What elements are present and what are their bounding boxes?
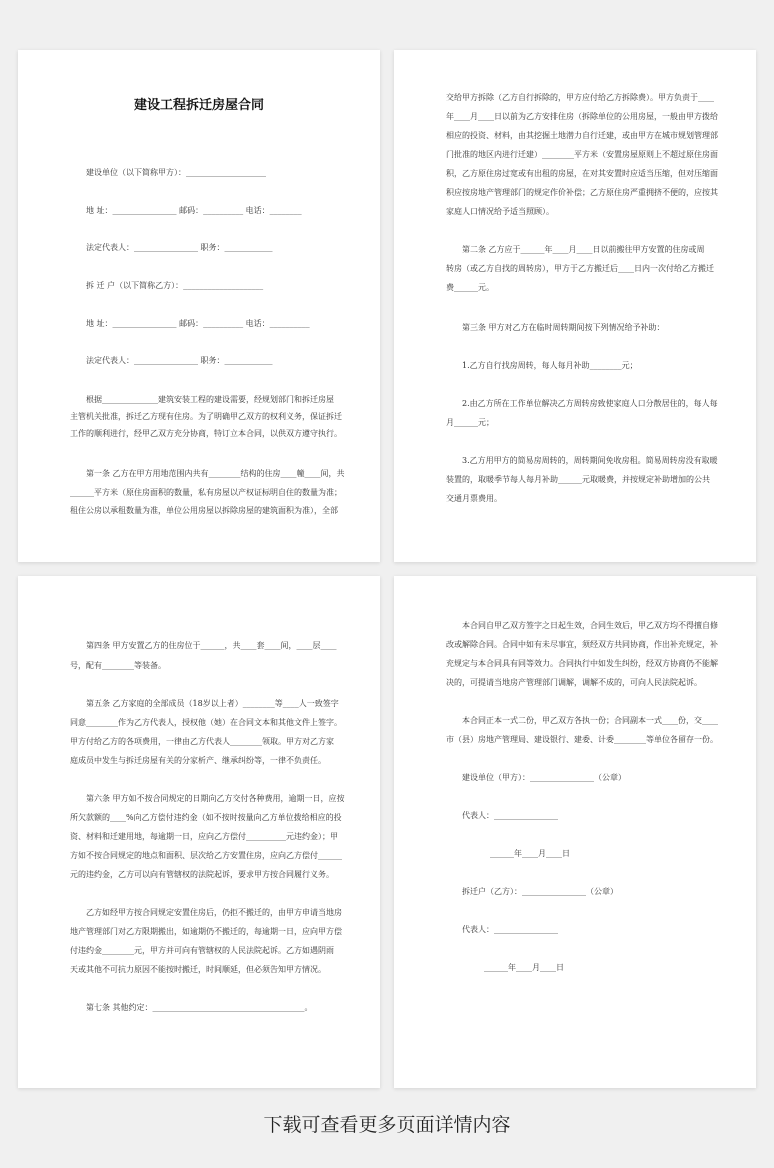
text-line: 门批准的地区内进行迁建）________平方米（安置房屋原则上不超过原住房面 — [446, 150, 718, 159]
text-line: 第七条 其他约定：______________________________________。 — [86, 1003, 313, 1012]
text-line: 地产管理部门对乙方限期搬出，如逾期仍不搬迁的，每逾期一日，应向甲方偿 — [70, 927, 342, 936]
text-line: 工作的顺利进行，经甲乙双方充分协商，特订立本合同，以供双方遵守执行。 — [70, 429, 342, 438]
text-line: 费______元。 — [446, 283, 494, 292]
text-line: 天或其他不可抗力原因不能按时搬迁，时间顺延，但必须告知甲方情况。 — [70, 965, 326, 974]
text-line: 交通月票费用。 — [446, 494, 502, 503]
text-line: 地 址：________________ 邮码：__________ 电话：__________ — [86, 319, 310, 328]
text-line: 租住公房以承租数量为准，单位公用房屋以拆除房屋的建筑面积为准），全部 — [70, 506, 338, 515]
text-line: 充规定与本合同具有同等效力。合同执行中如发生纠纷，经双方协商仍不能解 — [446, 659, 718, 668]
text-line: 交给甲方拆除（乙方自行拆除的，甲方应付给乙方拆除费）。甲方负责于____ — [446, 93, 714, 102]
text-line: 2.由乙方所在工作单位解决乙方周转房致使家庭人口分散居住的，每人每 — [462, 399, 718, 408]
text-line: 1.乙方自行找房周转，每人每月补助________元； — [462, 361, 638, 370]
text-line: 号，配有________等装备。 — [70, 661, 166, 670]
document-page-1 — [18, 50, 380, 562]
document-page-3 — [18, 576, 380, 1088]
text-line: 主管机关批准，拆迁乙方现有住房。为了明确甲乙双方的权利义务，保证拆迁 — [70, 412, 342, 421]
text-line: 决的，可提请当地房产管理部门调解，调解不成的，可向人民法院起诉。 — [446, 678, 702, 687]
text-line: ______年____月____日 — [490, 849, 570, 858]
text-line: 相应的投资、材料，由其挖掘土地潜力自行迁建，或由甲方在城市规划管理部 — [446, 131, 718, 140]
text-line: 方如不按合同规定的地点和面积、层次给乙方安置住房，应向乙方偿付______ — [70, 851, 342, 860]
download-more-hint[interactable]: 下载可查看更多页面详情内容 — [263, 1114, 511, 1136]
text-line: 年____月____日以前为乙方安排住房（拆除单位的公用房屋，一般由甲方拨给 — [446, 112, 718, 121]
text-line: 改或解除合同。合同中如有未尽事宜，须经双方共同协商，作出补充规定，补 — [446, 640, 718, 649]
text-line: 家庭人口情况给予适当照顾）。 — [446, 207, 554, 216]
text-line: 地 址：________________ 邮码：__________ 电话：________ — [86, 206, 302, 215]
text-line: 庭成员中发生与拆迁房屋有关的分家析产、继承纠纷等，一律不负责任。 — [70, 756, 326, 765]
text-line: 法定代表人：________________ 职务：____________ — [86, 243, 273, 252]
text-line: 代表人：________________ — [462, 811, 558, 820]
text-line: 积应按房地产管理部门的规定作价补偿；乙方原住房严重拥挤不便的，应按其 — [446, 188, 718, 197]
text-line: ______平方米（原住房面积的数量，私有房屋以产权证标明自住的数量为准； — [70, 488, 342, 497]
text-line: 拆 迁 户（以下简称乙方）：____________________ — [86, 281, 264, 290]
text-line: 建设单位（以下简称甲方）：____________________ — [86, 168, 266, 177]
text-line: 积，乙方原住房过宽或有出租的房屋，在对其安置时应适当压缩，但对压缩面 — [446, 169, 718, 178]
text-line: 乙方如经甲方按合同规定安置住房后，仍拒不搬迁的，由甲方申请当地房 — [86, 908, 342, 917]
document-page-2 — [394, 50, 756, 562]
text-line: 市（县）房地产管理局、建设银行、建委、计委________等单位各留存一份。 — [446, 735, 718, 744]
text-line: 拆迁户（乙方）：________________（公章） — [462, 887, 618, 896]
text-line: 所欠款额的____%向乙方偿付违约金（如不按时按量向乙方单位拨给相应的投 — [70, 813, 342, 822]
text-line: 根据______________建筑安装工程的建设需要，经规划部门和拆迁房屋 — [86, 395, 334, 404]
text-line: 本合同自甲乙双方签字之日起生效，合同生效后，甲乙双方均不得擅自修 — [462, 621, 718, 630]
text-line: 3.乙方用甲方的简易房周转的，周转期间免收房租。简易周转房没有取暖 — [462, 456, 718, 465]
document-title: 建设工程拆迁房屋合同 — [133, 98, 264, 113]
text-line: 付违约金________元，甲方并可向有管辖权的人民法院起诉。乙方如遇阴雨 — [70, 946, 334, 955]
text-line: 建设单位（甲方）：________________（公章） — [462, 773, 626, 782]
text-line: 甲方付给乙方的各项费用，一律由乙方代表人________领取。甲方对乙方家 — [70, 737, 334, 746]
text-line: 法定代表人：________________ 职务：____________ — [86, 356, 273, 365]
text-line: 第一条 乙方在甲方用地范围内共有________结构的住房____幢____间，共 — [86, 469, 345, 478]
text-line: 装置的，取暖季节每人每月补助______元取暖费，并按规定补助增加的公共 — [446, 475, 710, 484]
text-line: 月______元； — [446, 418, 494, 427]
text-line: 元的违约金，乙方可以向有管辖权的法院起诉，要求甲方按合同履行义务。 — [70, 870, 334, 879]
text-line: 资、材料和迁建用地，每逾期一日，应向乙方偿付__________元违约金）；甲 — [70, 832, 338, 841]
text-line: 本合同正本一式二份，甲乙双方各执一份；合同副本一式____份，交____ — [462, 716, 718, 725]
text-line: 同意________作为乙方代表人，授权他（她）在合同文本和其他文件上签字。 — [70, 718, 342, 727]
text-line: ______年____月____日 — [484, 963, 564, 972]
text-line: 第三条 甲方对乙方在临时周转期间按下列情况给予补助： — [462, 323, 665, 332]
text-line: 第五条 乙方家庭的全部成员（18岁以上者）________等____人一致签字 — [86, 699, 339, 708]
text-line: 第六条 甲方如不按合同规定的日期向乙方交付各种费用，逾期一日，应按 — [86, 794, 345, 803]
text-line: 代表人：________________ — [462, 925, 558, 934]
text-line: 转房（或乙方自找的周转房），甲方于乙方搬迁后____日内一次付给乙方搬迁 — [446, 264, 714, 273]
document-page-4 — [394, 576, 756, 1088]
text-line: 第四条 甲方安置乙方的住房位于______，共____套____间，____层____ — [86, 641, 337, 650]
text-line: 第二条 乙方应于______年____月____日以前搬往甲方安置的住房或周 — [462, 245, 705, 254]
